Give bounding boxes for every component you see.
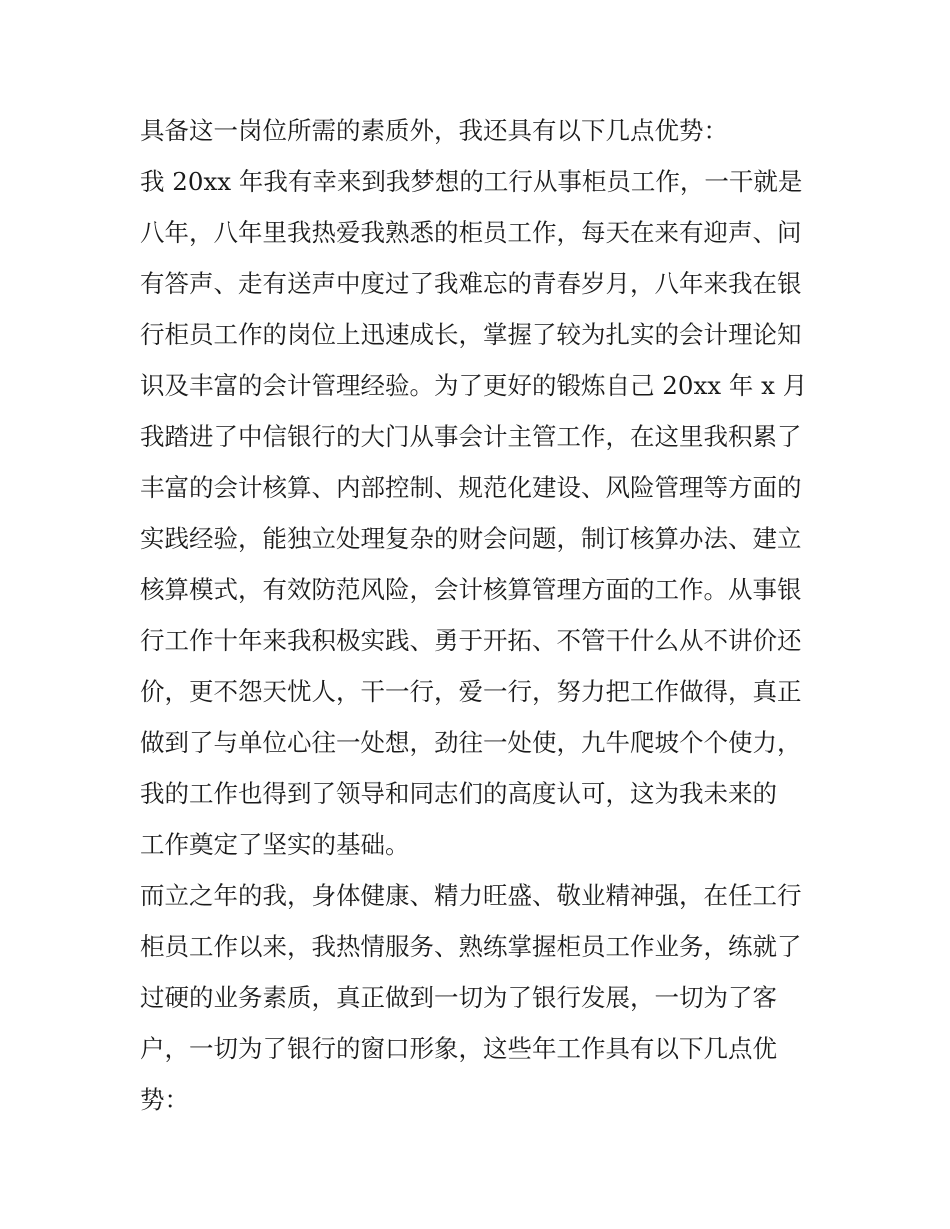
text-line: 工作奠定了坚实的基础。 <box>140 830 410 859</box>
text-line: 具备这一岗位所需的素质外，我还具有以下几点优势： <box>140 116 728 145</box>
text-line: 我的工作也得到了领导和同志们的高度认可，这为我未来的 <box>140 779 777 808</box>
text-line: 价，更不怨天忧人，干一行，爱一行，努力把工作做得，真正 <box>140 677 802 706</box>
text-line: 势： <box>140 1085 189 1114</box>
text-line: 行柜员工作的岗位上迅速成长，掌握了较为扎实的会计理论知 <box>140 320 802 349</box>
text-line: 识及丰富的会计管理经验。为了更好的锻炼自己 20xx 年 x 月 <box>140 371 808 400</box>
text-line: 八年，八年里我热爱我熟悉的柜员工作，每天在来有迎声、问 <box>140 218 802 247</box>
text-line: 我踏进了中信银行的大门从事会计主管工作，在这里我积累了 <box>140 422 802 451</box>
text-line: 有答声、走有送声中度过了我难忘的青春岁月，八年来我在银 <box>140 269 802 298</box>
text-line: 户，一切为了银行的窗口形象，这些年工作具有以下几点优 <box>140 1034 777 1063</box>
text-line: 而立之年的我，身体健康、精力旺盛、敬业精神强，在任工行 <box>140 881 802 910</box>
text-line: 我 20xx 年我有幸来到我梦想的工行从事柜员工作，一干就是 <box>140 167 803 196</box>
text-line: 核算模式，有效防范风险，会计核算管理方面的工作。从事银 <box>140 575 802 604</box>
text-line: 做到了与单位心往一处想，劲往一处使，九牛爬坡个个使力， <box>140 728 802 757</box>
text-line: 实践经验，能独立处理复杂的财会问题，制订核算办法、建立 <box>140 524 802 553</box>
text-line: 柜员工作以来，我热情服务、熟练掌握柜员工作业务，练就了 <box>140 932 802 961</box>
text-line: 过硬的业务素质，真正做到一切为了银行发展，一切为了客 <box>140 983 777 1012</box>
text-line: 行工作十年来我积极实践、勇于开拓、不管干什么从不讲价还 <box>140 626 802 655</box>
text-line: 丰富的会计核算、内部控制、规范化建设、风险管理等方面的 <box>140 473 802 502</box>
